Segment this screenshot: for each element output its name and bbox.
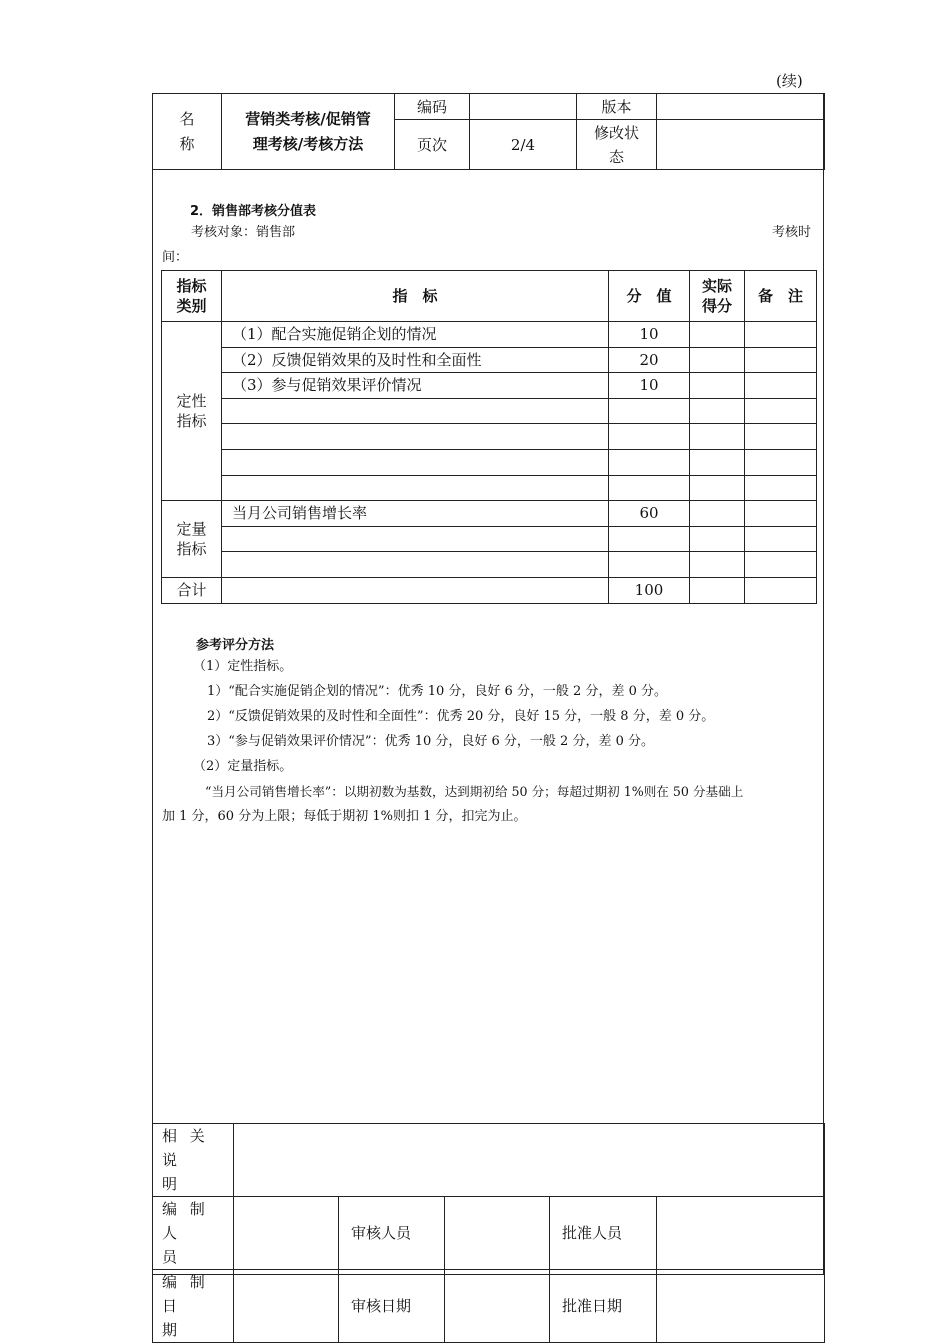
score-cell (609, 449, 690, 475)
score-cell (609, 552, 690, 578)
name-label: 名称 (153, 94, 222, 170)
review-date-label: 审核日期 (339, 1270, 445, 1343)
related-notes-value (234, 1124, 825, 1197)
col-actual-header: 实际 得分 (690, 271, 745, 322)
continuation-mark: (续) (776, 72, 803, 90)
indicator-cell (222, 449, 609, 475)
method-paragraph: 3）“参与促销效果评价情况”：优秀 10 分，良好 6 分，一般 2 分，差 0 分。 (207, 734, 654, 749)
page-value: 2/4 (470, 120, 577, 170)
header-table (152, 93, 825, 170)
approver-label: 批准人员 (550, 1197, 657, 1270)
method-paragraph: 2）“反馈促销效果的及时性和全面性”：优秀 20 分，良好 15 分，一般 8 分，差 0 分。 (207, 709, 715, 724)
prep-date-label: 编 制 日 期 (153, 1270, 234, 1343)
actual-score-cell (690, 526, 745, 552)
total-indicator-cell (222, 577, 609, 603)
approve-date-value (657, 1270, 825, 1343)
score-cell: 60 (609, 501, 690, 527)
review-date-value (445, 1270, 550, 1343)
qualitative-category: 定性 指标 (162, 322, 222, 501)
assessment-time-label-cont: 间： (162, 250, 189, 265)
total-label: 合计 (162, 577, 222, 603)
indicator-cell: （1）配合实施促销企划的情况 (222, 322, 609, 348)
total-score: 100 (609, 577, 690, 603)
table-row (162, 449, 817, 475)
revision-value (657, 120, 825, 170)
indicator-cell (222, 424, 609, 450)
note-cell (745, 475, 817, 501)
version-value (657, 94, 825, 120)
col-category-header: 指标 类别 (162, 271, 222, 322)
revision-label: 修改状 态 (577, 120, 657, 170)
actual-score-cell (690, 322, 745, 348)
footer-table (152, 1123, 825, 1343)
total-actual-cell (690, 577, 745, 603)
table-row (162, 424, 817, 450)
related-notes-label: 相 关 说 明 (153, 1124, 234, 1197)
method-heading: 参考评分方法 (196, 638, 275, 653)
actual-score-cell (690, 398, 745, 424)
code-label: 编码 (395, 94, 470, 120)
note-cell (745, 526, 817, 552)
actual-score-cell (690, 501, 745, 527)
note-cell (745, 347, 817, 373)
table-row (162, 526, 817, 552)
table-row (162, 501, 817, 527)
score-cell (609, 398, 690, 424)
preparer-value (234, 1197, 339, 1270)
indicator-cell: （3）参与促销效果评价情况 (222, 373, 609, 399)
version-label: 版本 (577, 94, 657, 120)
score-cell: 10 (609, 373, 690, 399)
prep-date-value (234, 1270, 339, 1343)
code-value (470, 94, 577, 120)
table-row (162, 347, 817, 373)
total-note-cell (745, 577, 817, 603)
assessment-time-label: 考核时 (772, 225, 812, 240)
total-row (162, 577, 817, 603)
method-paragraph: 加 1 分，60 分为上限；每低于期初 1%则扣 1 分，扣完为止。 (162, 809, 527, 824)
table-row (162, 373, 817, 399)
score-cell (609, 475, 690, 501)
note-cell (745, 398, 817, 424)
actual-score-cell (690, 449, 745, 475)
actual-score-cell (690, 424, 745, 450)
table-row (162, 398, 817, 424)
score-cell (609, 424, 690, 450)
assessment-target: 考核对象：销售部 (191, 225, 296, 240)
actual-score-cell (690, 552, 745, 578)
table-row (162, 552, 817, 578)
reviewer-label: 审核人员 (339, 1197, 445, 1270)
method-paragraph: （2）定量指标。 (193, 759, 293, 774)
note-cell (745, 322, 817, 348)
document-title: 营销类考核/促销管 理考核/考核方法 (222, 94, 395, 170)
score-cell: 10 (609, 322, 690, 348)
section-heading: 2．销售部考核分值表 (190, 204, 317, 219)
method-paragraph: （1）定性指标。 (193, 659, 293, 674)
indicator-cell (222, 398, 609, 424)
preparer-label: 编 制 人 员 (153, 1197, 234, 1270)
note-cell (745, 552, 817, 578)
note-cell (745, 424, 817, 450)
approve-date-label: 批准日期 (550, 1270, 657, 1343)
note-cell (745, 501, 817, 527)
indicator-cell (222, 552, 609, 578)
col-score-header: 分 值 (609, 271, 690, 322)
reviewer-value (445, 1197, 550, 1270)
indicator-cell: （2）反馈促销效果的及时性和全面性 (222, 347, 609, 373)
table-row (162, 322, 817, 348)
actual-score-cell (690, 347, 745, 373)
score-cell: 20 (609, 347, 690, 373)
score-cell (609, 526, 690, 552)
note-cell (745, 373, 817, 399)
score-table (161, 270, 817, 604)
method-paragraph: 1）“配合实施促销企划的情况”：优秀 10 分，良好 6 分，一般 2 分，差 0 分。 (207, 684, 667, 699)
actual-score-cell (690, 373, 745, 399)
indicator-cell (222, 475, 609, 501)
indicator-cell (222, 526, 609, 552)
page-label: 页次 (395, 120, 470, 170)
note-cell (745, 449, 817, 475)
quantitative-category: 定量 指标 (162, 501, 222, 578)
col-note-header: 备 注 (745, 271, 817, 322)
approver-value (657, 1197, 825, 1270)
method-paragraph: “当月公司销售增长率”：以期初数为基数，达到期初给 50 分；每超过期初 1%则在 50 分基础上 (205, 784, 744, 799)
table-row (162, 475, 817, 501)
indicator-cell: 当月公司销售增长率 (222, 501, 609, 527)
col-indicator-header: 指 标 (222, 271, 609, 322)
actual-score-cell (690, 475, 745, 501)
